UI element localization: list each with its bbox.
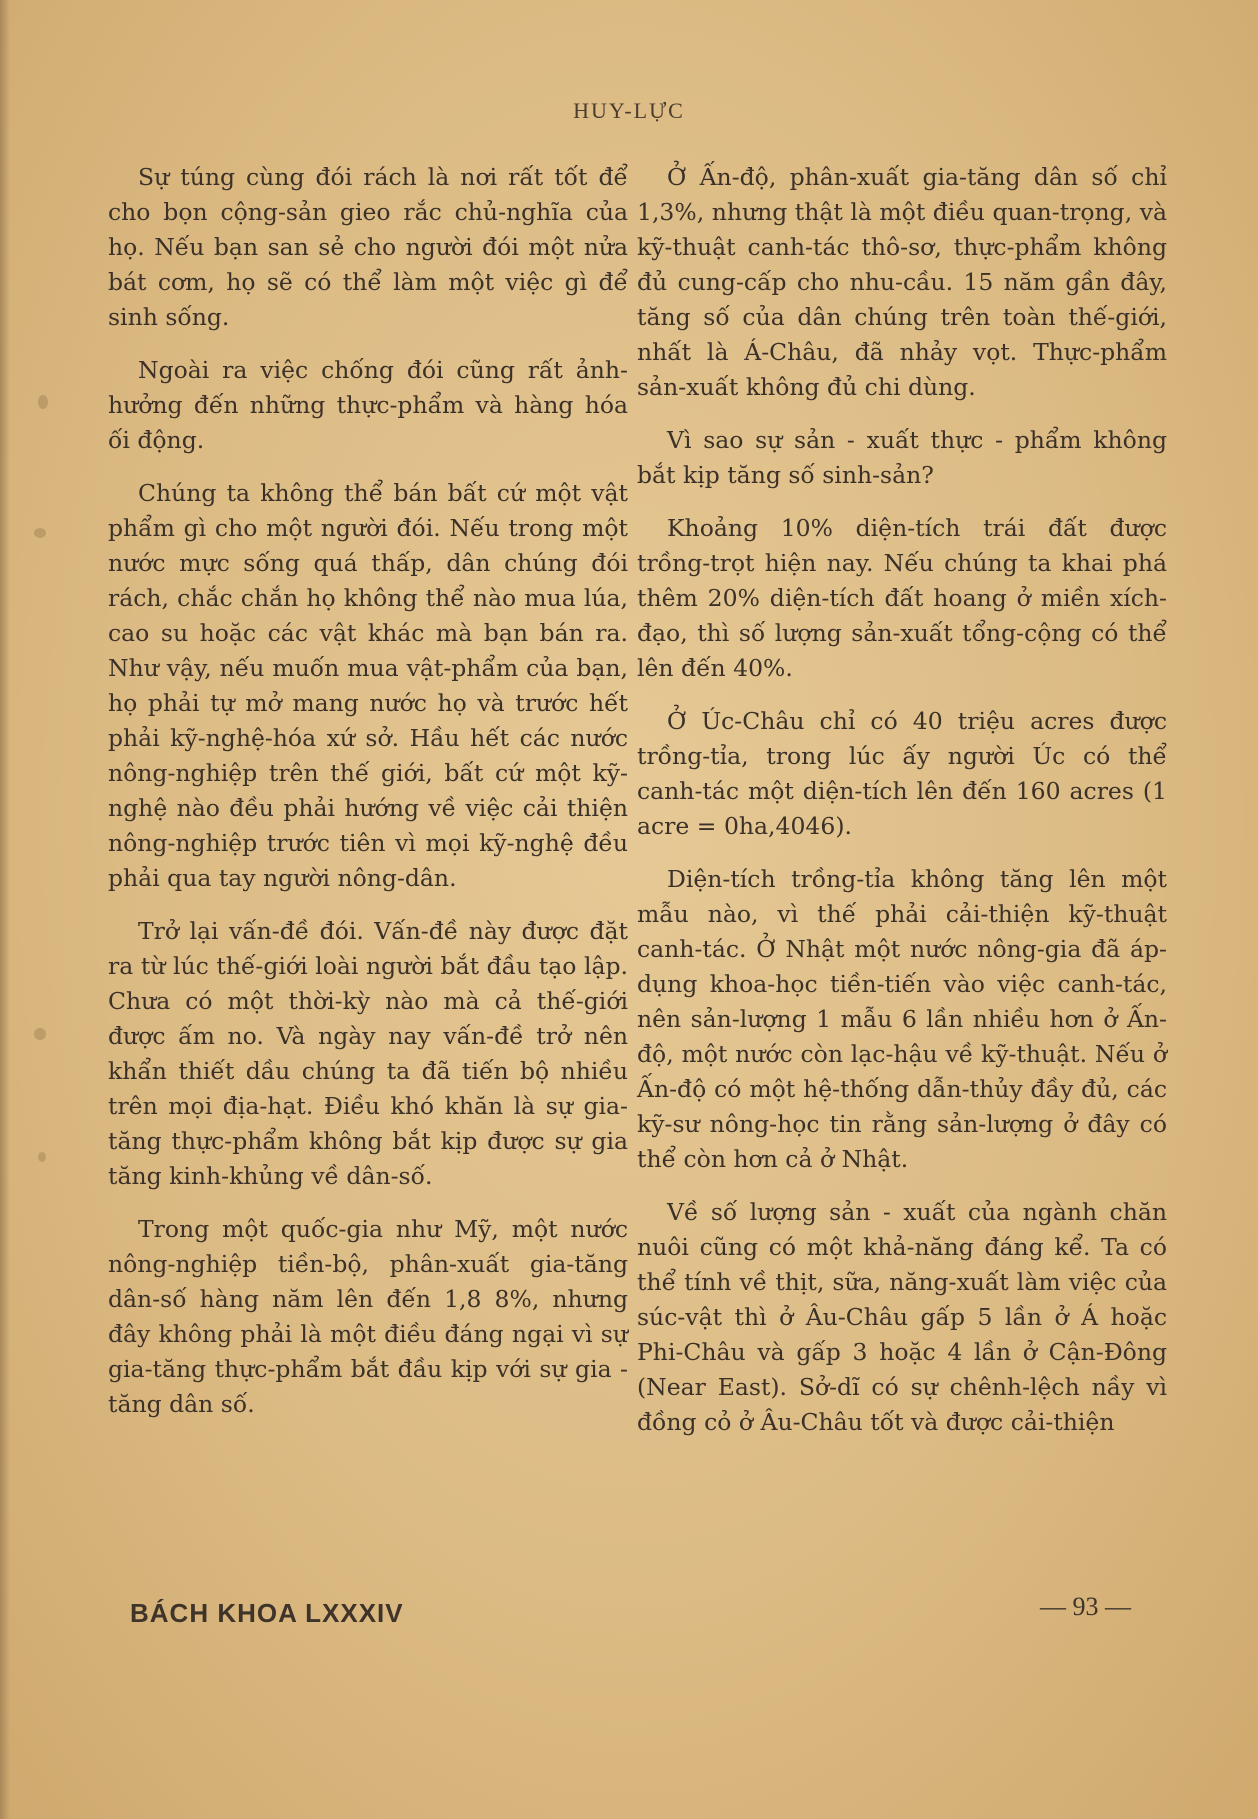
ink-stain	[38, 1152, 46, 1162]
running-head: HUY-LỰC	[573, 98, 685, 123]
left-column	[108, 160, 628, 1440]
ink-stain	[34, 528, 46, 538]
ink-stain	[34, 1028, 46, 1040]
paragraph: Trong một quốc-gia như Mỹ, một nước nông-nghiệp tiền-bộ, phân-xuất gia-tăng dân-số hàng năm lên đến 1,8 8%, nhưng đây không phải là một điều đáng ngại vì sự gia-tăng thực-phẩm bắt đầu kịp với sự gia - tăng dân số.	[108, 1215, 628, 1418]
paragraph: Chúng ta không thể bán bất cứ một vật phẩm gì cho một người đói. Nếu trong một nước mực sống quá thấp, dân chúng đói rách, chắc chắn họ không thể nào mua lúa, cao su hoặc các vật khác mà bạn bán ra. Như vậy, nếu muốn mua vật-phẩm của bạn, họ phải tự mở mang nước họ và trước hết phải kỹ-nghệ-hóa xứ sở. Hầu hết các nước nông-nghiệp trên thế giới, bất cứ một kỹ-nghệ nào đều phải hướng về việc cải thiện nông-nghiệp trước tiên vì mọi kỹ-nghệ đều phải qua tay người nông-dân.	[108, 479, 628, 892]
paragraph: Trở lại vấn-đề đói. Vấn-đề này được đặt ra từ lúc thế-giới loài người bắt đầu tạo lập. Chưa có một thời-kỳ nào mà cả thế-giới được ấm no. Và ngày nay vấn-đề trở nên khẩn thiết dầu chúng ta đã tiến bộ nhiều trên mọi địa-hạt. Điều khó khăn là sự gia-tăng thực-phẩm không bắt kịp được sự gia tăng kinh-khủng về dân-số.	[108, 917, 628, 1190]
paragraph: Ở Ấn-độ, phân-xuất gia-tăng dân số chỉ 1,3%, nhưng thật là một điều quan-trọng, và kỹ-thuật canh-tác thô-sơ, thực-phẩm không đủ cung-cấp cho nhu-cầu. 15 năm gần đây, tăng số của dân chúng trên toàn thế-giới, nhất là Á-Châu, đã nhảy vọt. Thực-phẩm sản-xuất không đủ chi dùng.	[637, 163, 1167, 401]
paragraph: Ngoài ra việc chống đói cũng rất ảnh-hưởng đến những thực-phẩm và hàng hóa ối động.	[108, 356, 628, 454]
right-column	[637, 160, 1167, 1458]
paragraph: Diện-tích trồng-tỉa không tăng lên một mẫu nào, vì thế phải cải-thiện kỹ-thuật canh-tác. Ở Nhật một nước nông-gia đã áp-dụng khoa-học tiền-tiến vào việc canh-tác, nên sản-lượng 1 mẫu 6 lần nhiều hơn ở Ấn-độ, một nước còn lạc-hậu về kỹ-thuật. Nếu ở Ấn-độ có một hệ-thống dẫn-thủy đầy đủ, các kỹ-sư nông-học tin rằng sản-lượng ở đây có thể còn hơn cả ở Nhật.	[637, 865, 1167, 1173]
paragraph: Về số lượng sản - xuất của ngành chăn nuôi cũng có một khả-năng đáng kể. Ta có thể tính về thịt, sữa, năng-xuất làm việc của súc-vật thì ở Âu-Châu gấp 5 lần ở Á hoặc Phi-Châu và gấp 3 hoặc 4 lần ở Cận-Đông (Near East). Sở-dĩ có sự chênh-lệch nầy vì đồng cỏ ở Âu-Châu tốt và được cải-thiện	[637, 1198, 1167, 1436]
paragraph: Vì sao sự sản - xuất thực - phẩm không bắt kịp tăng số sinh-sản?	[637, 426, 1167, 489]
publication-footer: BÁCH KHOA LXXXIV	[130, 1598, 404, 1628]
page-edge-shadow	[0, 0, 10, 1819]
paragraph: Ở Úc-Châu chỉ có 40 triệu acres được trồng-tỉa, trong lúc ấy người Úc có thể canh-tác một diện-tích lên đến 160 acres (1 acre = 0ha,4046).	[637, 707, 1167, 840]
ink-stain	[38, 395, 48, 409]
paragraph: Khoảng 10% diện-tích trái đất được trồng-trọt hiện nay. Nếu chúng ta khai phá thêm 20% diện-tích đất hoang ở miền xích-đạo, thì số lượng sản-xuất tổng-cộng có thể lên đến 40%.	[637, 514, 1167, 682]
page-number: — 93 —	[1040, 1592, 1131, 1621]
paragraph: Sự túng cùng đói rách là nơi rất tốt để cho bọn cộng-sản gieo rắc chủ-nghĩa của họ. Nếu bạn san sẻ cho người đói một nửa bát cơm, họ sẽ có thể làm một việc gì để sinh sống.	[108, 163, 628, 331]
